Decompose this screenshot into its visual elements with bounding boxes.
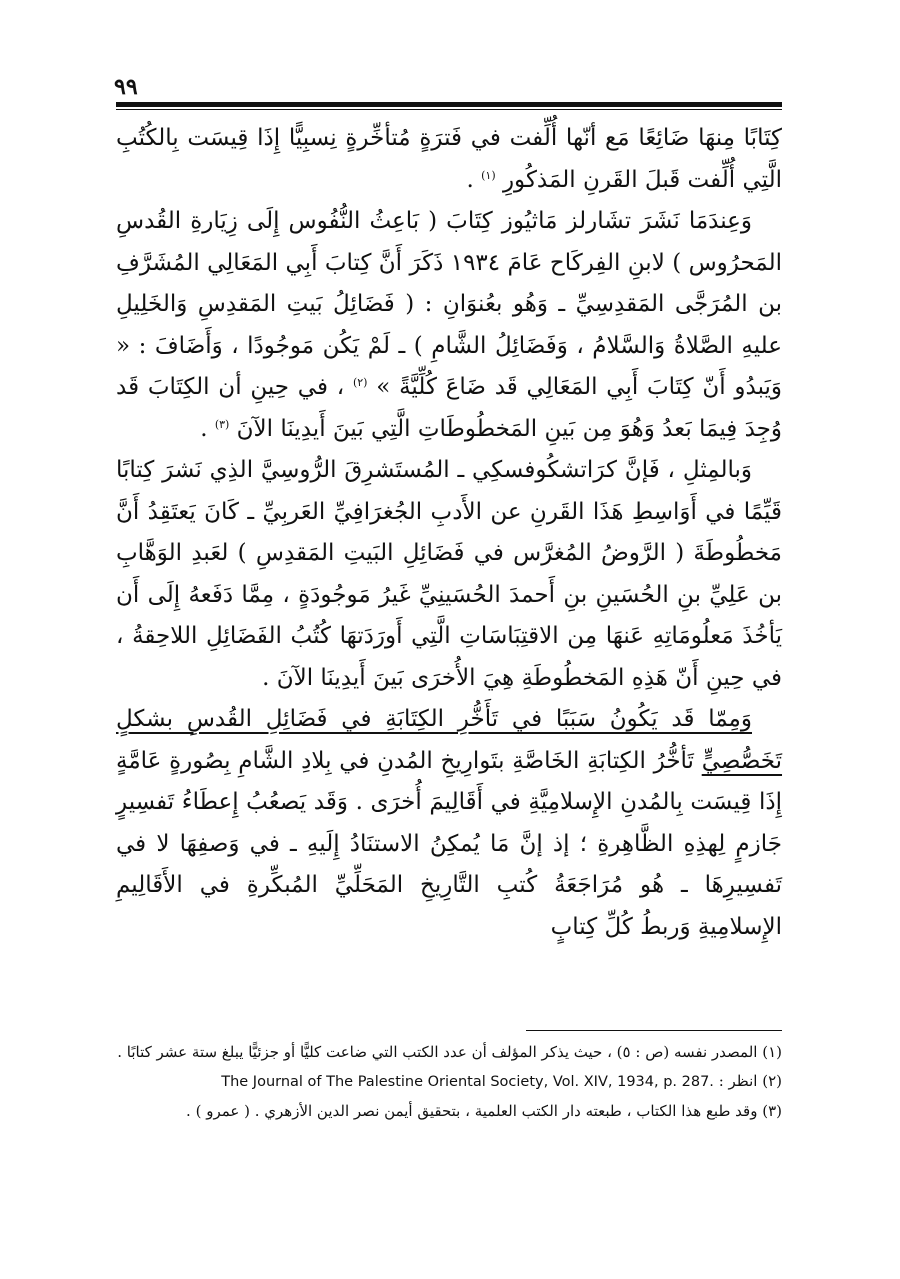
paragraph-3-text: وَبالمِثلِ ، فَإنَّ كرَاتشكُوفسكِي ـ المُستَشرِقَ الرُّوسِيَّ الذِي نَشرَ كِتابًا قَيِّمًا في أَوَاسِطِ هَذَا القَرنِ عن الأَدبِ الجُغرَافِيِّ العَربِيِّ ـ كَانَ يَعتَقِدُ أَنَّ مَخطُوطَةَ ( الرَّوضُ المُغرَّس في فَضَائِلِ البَيتِ المَقدِسِ ) لعَبدِ الوَهَّابِ بن عَلِيِّ بنِ الحُسَينِ بنِ أَحمدَ الحُسَينِيِّ غَيرُ مَوجُودَةٍ ، مِمَّا دَفَعهُ إِلَى أَن يَأخُذَ مَعلُومَاتِهِ عَنهَا مِن الاقتِبَاسَاتِ الَّتِي أَورَدَتهَا كُتُبُ الفَضَائِلِ اللاحِقةُ ، في حِينِ أَنّ هَذِهِ المَخطُوطَةِ هِيَ الأُخرَى بَينَ أَيدِينَا الآنَ .: [116, 457, 782, 691]
footnote-2-prefix: (٢) انظر :: [718, 1072, 782, 1090]
footnote-2-citation: The Journal of The Palestine Oriental Society, Vol. XIV, 1934, p. 287.: [221, 1074, 714, 1090]
paragraph-1-end: .: [466, 166, 474, 193]
footnote-3: (٣) وقد طبع هذا الكتاب ، طبعته دار الكتب العلمية ، بتحقيق أيمن نصر الدين الأزهري . ( عمرو ) .: [186, 1102, 782, 1120]
footnote-ref-1: (١): [481, 168, 496, 182]
paragraph-1-text: كِتَابًا مِنهَا ضَائِعًا مَع أنّها أُلِّفت في فَترَةٍ مُتأخِّرةٍ نِسبِيًّا إِذَا قِيسَت بِالكُتُبِ الَّتِي أُلِّفت قَبلَ القَرنِ المَذكُورِ: [116, 125, 782, 193]
footnote-ref-3: (٣): [214, 417, 230, 431]
footnote-2: [116, 1067, 782, 1097]
paragraph-1: [116, 118, 782, 201]
footnote-1: (١) المصدر نفسه (ص : ٥) ، حيث يذكر المؤلف أن عدد الكتب التي ضاعت كليًّا أو جزئيًّا يبلغ ستة عشر كتابًا .: [117, 1043, 782, 1061]
footnote-ref-2: (٢): [352, 376, 368, 389]
paragraph-3: [116, 450, 782, 699]
paragraph-2: [116, 201, 782, 450]
header-rule: [116, 102, 782, 110]
main-text: [116, 118, 782, 948]
paragraph-2-text-b: ، في حِينِ أن الكِتَابَ قَد وُجِدَ فِيمَا بَعدُ وَهُوَ مِن بَينِ المَخطُوطَاتِ الَّتِي بَينَ أَيدِينَا الآنَ: [116, 374, 782, 442]
footnotes: [116, 1038, 782, 1126]
paragraph-4: [116, 699, 782, 948]
page-number: ٩٩: [114, 74, 138, 100]
paragraph-4-underlined-text: وَمِمّا قَد يَكُونُ سَبَبًا في تَأَخُّرِ الكِتَابَةِ في فَضَائِلِ القُدسِ بشكلٍ تَخَصُّصِيٍّ: [116, 706, 783, 774]
paragraph-4-text: تَأخُّرُ الكِتابَةِ الخَاصَّةِ بتَوارِيخِ المُدنِ في بِلادِ الشَّامِ بِصُورةٍ عَامَّةٍ إِذَا قِيسَت بِالمُدنِ الإِسلامِيَّةِ في أَقَالِيمَ أُخرَى . وَقَد يَصعُبُ إِعطَاءُ تَفسِيرٍ جَازمٍ لِهذِهِ الظَّاهِرةِ ؛ إذ إنَّ مَا يُمكِنُ الاستنَادُ إِلَيهِ ـ في وَصفِهَا لا في تَفسِيرِهَا ـ هُو مُرَاجَعَةُ كُتبِ التَّارِيخِ المَحَلِّيِّ المُبكِّرةِ في الأَقَالِيمِ الإِسلامِيةِ وَربطُ كُلِّ كِتابٍ: [116, 747, 782, 940]
paragraph-2-text-a: وَعِندَمَا نَشَرَ تشَارلز مَاثيُوز كِتَابَ ( بَاعِثُ النُّفُوس إِلَى زِيَارةِ القُدسِ المَحرُوس ) لابنِ الفِركَاح عَامَ ١٩٣٤ ذَكَرَ أَنَّ كِتابَ أَبِي المَعَالِي المُشَرَّفِ بن المُرَجَّى المَقدِسِيِّ ـ وَهُو بعُنوَانِ : ( فَضَائِلُ بَيتِ المَقدِسِ وَالخَلِيلِ عليهِ الصَّلاةُ وَالسَّلامُ ، وَفَضَائِلُ الشَّامِ ) ـ لَمْ يَكُن مَوجُودًا ، وَأَضَافَ : « وَيَبدُو أَنّ كِتَابَ أَبِي المَعَالِي قَد ضَاعَ كُلِّيَّةً »: [116, 208, 783, 400]
paragraph-2-end: .: [200, 415, 208, 442]
footnote-rule: [526, 1030, 782, 1031]
